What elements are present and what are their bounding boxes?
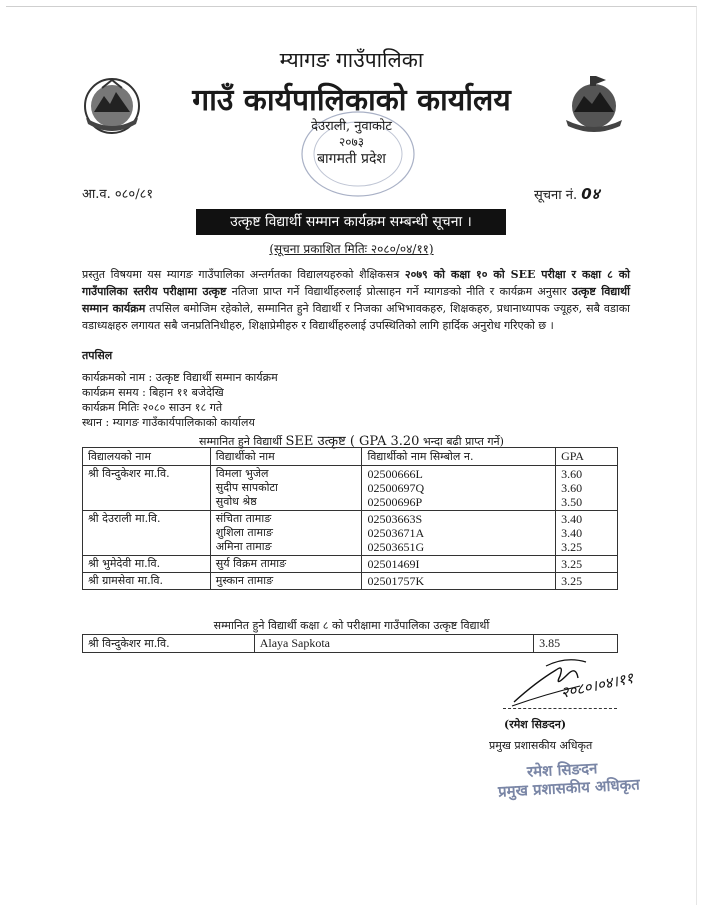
established-year: २०७३: [339, 135, 364, 149]
handwritten-signature: [506, 652, 646, 710]
see-caption-part-3: भन्दा बढी प्राप्त गर्ने): [422, 435, 504, 448]
notice-title: उत्कृष्ट विद्यार्थी सम्मान कार्यक्रम सम्बन्धी सूचना ।: [196, 209, 506, 235]
province-name: बागमती प्रदेश: [317, 151, 386, 167]
col-gpa-header: GPA: [556, 448, 618, 466]
symbol-number: 02501757K: [367, 574, 425, 588]
notice-number-value: 0४: [581, 185, 600, 203]
symbol-number: 02500697Q: [367, 481, 425, 495]
program-date: कार्यक्रम मितिः २०८० साउन १८ गते: [82, 401, 223, 414]
gpa-value: 3.60: [561, 467, 583, 481]
paragraph-bold-2: उत्कृष्ट विद्यार्थी सम्मान कार्यक्रम: [82, 285, 630, 315]
symbol-number-cell: [362, 573, 556, 590]
col-symbol-header: विद्यार्थीको नाम सिम्बोल न.: [362, 448, 556, 466]
table-row: [83, 511, 618, 556]
paragraph-text-3: तपसिल बमोजिम रहेकोले, सम्मानित हुने विद्यार्थी र निजका अभिभावकहरु, शिक्षकहरु, प्रधानाध्यापक ज्यूहरु, सबै वडाका वडाध्यक्षहरु लगायत सबै जनप्रतिनिधीहरु, शिक्षाप्रेमीहरु र विद्यार्थीहरुलाई उपस्थितिको लागि हार्दिक अनुरोध गरिएको छ ।: [82, 302, 630, 332]
symbol-number-cell: [362, 511, 556, 556]
tapsil-heading: तपसिल: [82, 349, 113, 362]
class8-student: Alaya Sapkota: [254, 635, 533, 653]
paragraph-text-1: प्रस्तुत विषयमा यस म्यागङ गाउँपालिका अन्तर्गतका विद्यालयहरुको शैक्षिकसत्र: [82, 268, 405, 281]
paragraph-bold-1: २०७९ को कक्षा १० को SEE परीक्षा र कक्षा ८ को गाउँपालिका स्तरीय परीक्षामा उत्कृष्ट: [82, 268, 631, 298]
table-row: [83, 556, 618, 573]
gpa-value: 3.25: [561, 557, 583, 571]
gpa-value: 3.25: [561, 574, 583, 588]
gpa-value: 3.25: [561, 540, 583, 554]
signature-line: [503, 708, 617, 709]
student-name-cell: [210, 556, 362, 573]
see-table-body: [83, 466, 618, 590]
see-caption-part-2: SEE उत्कृष्ट ( GPA 3.20: [285, 434, 420, 449]
school-name-cell: श्री भुमेदेवी मा.वि.: [83, 556, 211, 573]
student-name-cell: [210, 511, 362, 556]
paragraph-text-2: नतिजा प्राप्त गर्ने विद्यार्थीहरुलाई प्रोत्साहन गर्ने म्यागङको नीति र कार्यक्रम अनुसार: [226, 285, 572, 298]
stamp-signer-name: रमेश सिङदन: [526, 759, 598, 781]
gpa-value: 3.40: [561, 512, 583, 526]
col-student-header: विद्यार्थीको नाम: [210, 448, 362, 466]
gpa-value-cell: [556, 556, 618, 573]
student-name: शुशिला तामाङ: [215, 526, 273, 539]
signer-name: (रमेश सिङदन): [504, 718, 567, 731]
gpa-value-cell: [556, 511, 618, 556]
signature-date: २०८०।०४।११: [559, 668, 636, 702]
table-header-row: [83, 448, 618, 466]
fiscal-year: आ.व. ०८०/८१: [82, 187, 154, 202]
notice-number-label: सूचना नं.: [534, 188, 578, 203]
program-venue: स्थान : म्यागङ गाउँकार्यपालिकाको कार्यालय: [82, 416, 255, 429]
symbol-number: 02500666L: [367, 467, 423, 481]
gpa-value-cell: [556, 466, 618, 511]
gpa-value: 3.40: [561, 526, 583, 540]
table-row: [83, 573, 618, 590]
symbol-number: 02500696P: [367, 495, 423, 509]
symbol-number-cell: [362, 466, 556, 511]
student-name: सुर्य विक्रम तामाङ: [215, 557, 287, 570]
school-name-cell: श्री विन्दुकेशर मा.वि.: [83, 466, 211, 511]
student-name: मुस्कान तामाङ: [215, 574, 274, 587]
office-name: गाउँ कार्यपालिकाको कार्यालय: [192, 83, 511, 118]
student-name: संचिता तामाङ: [215, 512, 272, 525]
symbol-number: 02503651G: [367, 540, 425, 554]
published-date: (सूचना प्रकाशित मितिः २०८०/०४/११): [269, 242, 434, 256]
class8-school: श्री विन्दुकेशर मा.वि.: [83, 635, 255, 653]
table-row: [83, 466, 618, 511]
notice-body-paragraph: [82, 266, 630, 334]
school-name-cell: श्री देउराली मा.वि.: [83, 511, 211, 556]
gpa-value: 3.60: [561, 481, 583, 495]
see-caption-part-1: सम्मानित हुने विद्यार्थी: [199, 435, 282, 448]
symbol-number: 02503663S: [367, 512, 423, 526]
symbol-number: 02501469I: [367, 557, 420, 571]
student-name: अमिना तामाङ: [215, 540, 272, 553]
class8-gpa: 3.85: [534, 635, 618, 653]
program-time: कार्यक्रम समय : बिहान ११ बजेदेखि: [82, 386, 224, 399]
see-top-students-table: [82, 447, 618, 590]
municipality-name: म्यागङ गाउँपालिका: [279, 48, 424, 72]
program-name: कार्यक्रमको नाम : उत्कृष्ट विद्यार्थी सम्मान कार्यक्रम: [82, 371, 278, 384]
school-name-cell: श्री ग्रामसेवा मा.वि.: [83, 573, 211, 590]
student-name: विमला भुजेल: [215, 467, 269, 480]
stamp-signer-title: प्रमुख प्रशासकीय अधिकृत: [497, 775, 641, 801]
symbol-number-cell: [362, 556, 556, 573]
address-line: देउराली, नुवाकोट: [311, 119, 392, 134]
student-name-cell: [210, 466, 362, 511]
program-info: [82, 370, 278, 430]
signer-title: प्रमुख प्रशासकीय अधिकृत: [489, 739, 593, 752]
class8-table-caption: सम्मानित हुने विद्यार्थी कक्षा ८ को परीक्षामा गाउँपालिका उत्कृष्ट विद्यार्थी: [213, 619, 490, 632]
gpa-value-cell: [556, 573, 618, 590]
student-name: सुवोध श्रेष्ठ: [215, 495, 257, 508]
student-name-cell: [210, 573, 362, 590]
symbol-number: 02503671A: [367, 526, 425, 540]
col-school-header: विद्यालयको नाम: [83, 448, 211, 466]
notice-number: [534, 184, 600, 204]
student-name: सुदीप सापकोटा: [215, 481, 278, 494]
gpa-value: 3.50: [561, 495, 583, 509]
class8-top-student-table: [82, 634, 618, 653]
table-row: [83, 635, 618, 653]
